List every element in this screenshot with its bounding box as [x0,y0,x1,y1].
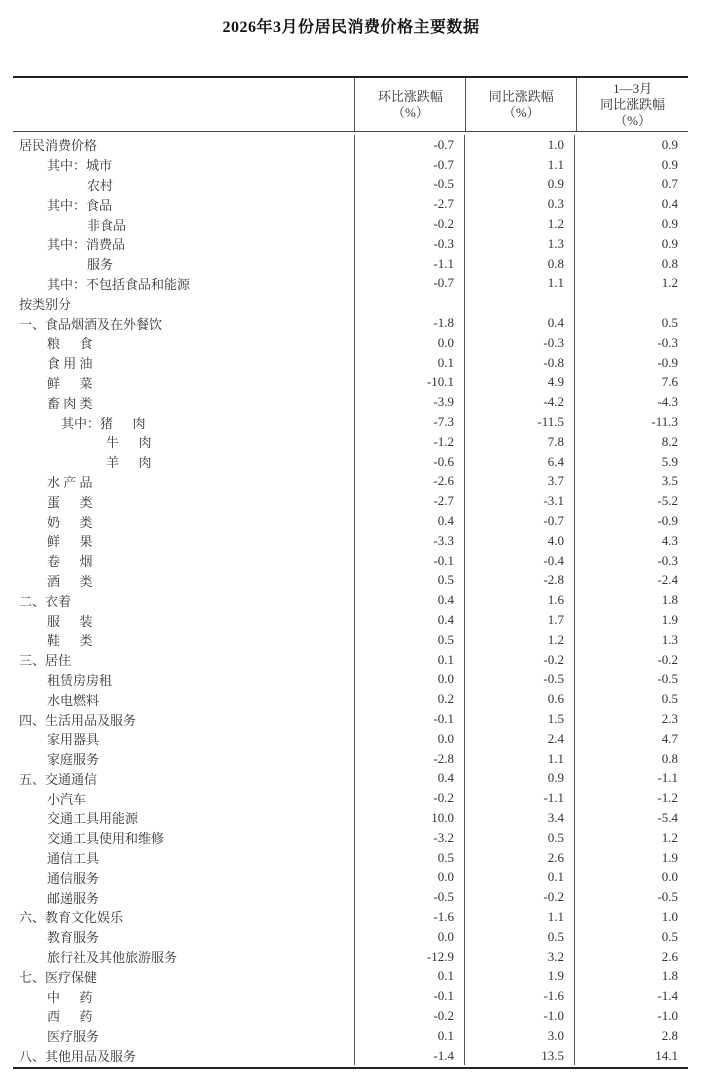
mom-value: -0.5 [355,175,465,195]
table-row [13,472,688,492]
row-label: 通信工具 [13,848,355,868]
yoy-value: 0.1 [465,867,575,887]
table-row [13,293,688,313]
ytd-value: -0.3 [657,552,678,568]
ytd-value: -5.2 [657,493,678,509]
ytd-value: 1.8 [661,968,678,984]
mom-value: -0.3 [355,234,465,254]
ytd-value: -0.9 [657,354,678,370]
table-row [13,571,688,591]
row-label: 四、生活用品及服务 [13,709,355,729]
row-label: 农村 [13,175,355,195]
yoy-value: 1.0 [465,135,575,155]
table-row [13,769,688,789]
table-row [13,986,688,1006]
ytd-value: 1.9 [661,612,678,628]
mom-value: 0.0 [355,729,465,749]
yoy-value: 1.5 [465,709,575,729]
mom-value: 0.1 [355,1026,465,1046]
yoy-value: 3.7 [465,472,575,492]
row-label: 家用器具 [13,729,355,749]
row-label: 服务 [13,254,355,274]
row-label: 三、居住 [13,650,355,670]
ytd-value: 1.0 [661,908,678,924]
mom-value: 0.0 [355,670,465,690]
cpi-table [13,76,688,1069]
table-row [13,274,688,294]
mom-value: 0.5 [355,848,465,868]
ytd-value: 0.9 [661,156,678,172]
mom-value: -0.5 [355,887,465,907]
mom-value: -7.3 [355,412,465,432]
table-row [13,907,688,927]
ytd-value: -0.2 [657,651,678,667]
mom-value: -0.1 [355,986,465,1006]
table-row [13,412,688,432]
ytd-value: 0.7 [661,176,678,192]
row-label: 鲜 菜 [13,373,355,393]
ytd-value: 1.2 [661,829,678,845]
ytd-value: 0.5 [661,928,678,944]
yoy-value: -3.1 [465,491,575,511]
yoy-value: -0.7 [465,511,575,531]
row-label: 交通工具使用和维修 [13,828,355,848]
table-row [13,392,688,412]
row-label: 旅行社及其他旅游服务 [13,947,355,967]
mom-value: -1.6 [355,907,465,927]
table-row [13,194,688,214]
yoy-value: 3.4 [465,808,575,828]
ytd-value: 1.9 [661,849,678,865]
yoy-value: 0.5 [465,927,575,947]
row-label: 服 装 [13,610,355,630]
header-yoy-line2: 同比涨跌幅 [488,88,554,104]
table-row [13,491,688,511]
table-row [13,1026,688,1046]
mom-value: -3.9 [355,392,465,412]
row-label: 八、其他用品及服务 [13,1046,355,1066]
ytd-value: -4.3 [657,394,678,410]
mom-value: 0.5 [355,571,465,591]
table-row [13,353,688,373]
table-row [13,729,688,749]
mom-value: 0.0 [355,927,465,947]
ytd-value: -0.3 [657,334,678,350]
header-mom [355,78,466,131]
yoy-value: -2.8 [465,571,575,591]
table-row [13,947,688,967]
row-label: 中 药 [13,986,355,1006]
row-label: 五、交通通信 [13,769,355,789]
row-label: 鲜 果 [13,531,355,551]
table-row [13,650,688,670]
yoy-value: 1.1 [465,749,575,769]
mom-value: -1.1 [355,254,465,274]
header-ytd-line2: 同比涨跌幅 [600,96,666,112]
mom-value: 0.0 [355,867,465,887]
row-label: 其中：猪 肉 [13,412,355,432]
row-label: 其中：消费品 [13,234,355,254]
mom-value: -0.2 [355,214,465,234]
ytd-value: 0.9 [661,216,678,232]
ytd-value: 2.6 [661,948,678,964]
table-row [13,313,688,333]
ytd-value: 0.9 [661,235,678,251]
yoy-value: 0.8 [465,254,575,274]
mom-value: 0.1 [355,966,465,986]
row-label: 食 用 油 [13,353,355,373]
row-label: 小汽车 [13,788,355,808]
ytd-value: 0.5 [661,315,678,331]
yoy-value: 7.8 [465,432,575,452]
mom-value: 10.0 [355,808,465,828]
mom-value: -0.7 [355,155,465,175]
mom-value: -10.1 [355,373,465,393]
table-row [13,670,688,690]
yoy-value: 1.1 [465,155,575,175]
row-label: 其中：城市 [13,155,355,175]
ytd-value: 1.8 [661,592,678,608]
table-row [13,511,688,531]
row-label: 蛋 类 [13,491,355,511]
yoy-value: -0.3 [465,333,575,353]
table-row [13,966,688,986]
yoy-value: 0.4 [465,313,575,333]
yoy-value: 1.3 [465,234,575,254]
mom-value: -0.2 [355,1006,465,1026]
row-label: 非食品 [13,214,355,234]
row-label: 邮递服务 [13,887,355,907]
ytd-value: 1.3 [661,631,678,647]
yoy-value: -0.2 [465,887,575,907]
table-row [13,135,688,155]
header-ytd [577,78,688,131]
mom-value: -0.1 [355,551,465,571]
yoy-value: 1.2 [465,630,575,650]
table-row [13,630,688,650]
row-label: 鞋 类 [13,630,355,650]
row-label: 羊 肉 [13,452,355,472]
table-row [13,927,688,947]
table-row [13,828,688,848]
table-row [13,749,688,769]
mom-value: -2.7 [355,491,465,511]
row-label: 居民消费价格 [13,135,355,155]
yoy-value: 3.0 [465,1026,575,1046]
header-yoy-line3: （%） [502,104,540,120]
row-label: 医疗服务 [13,1026,355,1046]
yoy-value: 0.5 [465,828,575,848]
ytd-value: 0.0 [661,869,678,885]
yoy-value: 0.9 [465,769,575,789]
table-row [13,155,688,175]
row-label: 家庭服务 [13,749,355,769]
mom-value: -2.8 [355,749,465,769]
mom-value: 0.4 [355,610,465,630]
yoy-value: -0.5 [465,670,575,690]
row-label: 租赁房房租 [13,670,355,690]
row-label: 通信服务 [13,867,355,887]
table-row [13,709,688,729]
ytd-value: 3.5 [661,473,678,489]
ytd-value: 4.3 [661,532,678,548]
row-label: 七、医疗保健 [13,966,355,986]
ytd-value: -1.2 [657,790,678,806]
row-label: 一、食品烟酒及在外餐饮 [13,313,355,333]
yoy-value: 6.4 [465,452,575,472]
table-row [13,373,688,393]
yoy-value: 3.2 [465,947,575,967]
table-header [13,78,688,132]
mom-value: 0.0 [355,333,465,353]
mom-value: -2.7 [355,194,465,214]
ytd-value: 8.2 [661,433,678,449]
yoy-value: 1.7 [465,610,575,630]
table-row [13,867,688,887]
mom-value: -0.7 [355,274,465,294]
table-row [13,848,688,868]
yoy-value: -4.2 [465,392,575,412]
row-label: 按类别分 [13,293,355,313]
row-label: 交通工具用能源 [13,808,355,828]
yoy-value: 1.2 [465,214,575,234]
row-label: 粮 食 [13,333,355,353]
row-label: 其中：不包括食品和能源 [13,274,355,294]
yoy-value: 1.9 [465,966,575,986]
ytd-value: 2.8 [661,1027,678,1043]
mom-value [355,293,465,313]
mom-value: -0.2 [355,788,465,808]
ytd-value: 0.8 [661,255,678,271]
yoy-value: -11.5 [465,412,575,432]
ytd-value: 5.9 [661,453,678,469]
ytd-value: -2.4 [657,572,678,588]
yoy-value: -0.4 [465,551,575,571]
table-body [13,132,688,1067]
table-row [13,689,688,709]
ytd-value: -0.5 [657,889,678,905]
table-row [13,531,688,551]
row-label: 卷 烟 [13,551,355,571]
header-ytd-line1: 1—3月 [613,80,653,96]
yoy-value: -0.8 [465,353,575,373]
yoy-value: 1.1 [465,907,575,927]
header-label-cell [13,78,355,131]
table-row [13,333,688,353]
mom-value: -1.4 [355,1046,465,1066]
mom-value: 0.5 [355,630,465,650]
header-mom-line2: 环比涨跌幅 [377,88,443,104]
ytd-value: -5.4 [657,809,678,825]
ytd-value: 0.8 [661,750,678,766]
mom-value: -0.6 [355,452,465,472]
ytd-value: -1.0 [657,1007,678,1023]
yoy-value: 2.4 [465,729,575,749]
ytd-value: 7.6 [661,374,678,390]
yoy-value: 13.5 [465,1046,575,1066]
yoy-value [465,293,575,313]
table-row [13,887,688,907]
row-label: 六、教育文化娱乐 [13,907,355,927]
mom-value: 0.4 [355,590,465,610]
table-row [13,1046,688,1066]
yoy-value: -1.1 [465,788,575,808]
ytd-value: 0.9 [661,136,678,152]
mom-value: -0.1 [355,709,465,729]
yoy-value: 0.9 [465,175,575,195]
row-label: 牛 肉 [13,432,355,452]
mom-value: -3.3 [355,531,465,551]
ytd-value: -1.1 [657,770,678,786]
ytd-value: -0.5 [657,671,678,687]
header-ytd-line3: （%） [614,112,651,128]
table-row [13,432,688,452]
yoy-value: 1.1 [465,274,575,294]
mom-value: 0.4 [355,769,465,789]
mom-value: -1.2 [355,432,465,452]
mom-value: 0.1 [355,353,465,373]
yoy-value: -0.2 [465,650,575,670]
table-row [13,452,688,472]
mom-value: 0.4 [355,511,465,531]
table-row [13,551,688,571]
ytd-value: 0.5 [661,691,678,707]
ytd-value: -0.9 [657,513,678,529]
yoy-value: 0.3 [465,194,575,214]
table-row [13,234,688,254]
header-yoy [466,78,577,131]
row-label: 其中：食品 [13,194,355,214]
table-row [13,808,688,828]
table-row [13,610,688,630]
ytd-value: 0.4 [661,196,678,212]
yoy-value: 4.0 [465,531,575,551]
row-label: 水 产 品 [13,472,355,492]
row-label: 二、衣着 [13,590,355,610]
row-label: 西 药 [13,1006,355,1026]
table-row [13,788,688,808]
table-row [13,175,688,195]
row-label: 教育服务 [13,927,355,947]
yoy-value: 4.9 [465,373,575,393]
mom-value: 0.2 [355,689,465,709]
table-row [13,214,688,234]
header-mom-line3: （%） [391,104,429,120]
table-row [13,254,688,274]
ytd-value: -11.3 [651,414,678,430]
row-label: 奶 类 [13,511,355,531]
mom-value: -1.8 [355,313,465,333]
mom-value: -2.6 [355,472,465,492]
mom-value: -3.2 [355,828,465,848]
ytd-value: 4.7 [661,730,678,746]
mom-value: -12.9 [355,947,465,967]
yoy-value: 2.6 [465,848,575,868]
row-label: 畜 肉 类 [13,392,355,412]
ytd-value: 2.3 [661,711,678,726]
yoy-value: -1.6 [465,986,575,1006]
ytd-value [575,293,686,313]
mom-value: 0.1 [355,650,465,670]
row-label: 酒 类 [13,571,355,591]
ytd-value: -1.4 [657,988,678,1004]
table-row [13,590,688,610]
yoy-value: 0.6 [465,689,575,709]
yoy-value: 1.6 [465,590,575,610]
row-label: 水电燃料 [13,689,355,709]
yoy-value: -1.0 [465,1006,575,1026]
document-title: 2026年3月份居民消费价格主要数据 [222,19,480,36]
ytd-value: 14.1 [655,1047,678,1063]
table-row [13,1006,688,1026]
ytd-value: 1.2 [661,275,678,291]
mom-value: -0.7 [355,135,465,155]
